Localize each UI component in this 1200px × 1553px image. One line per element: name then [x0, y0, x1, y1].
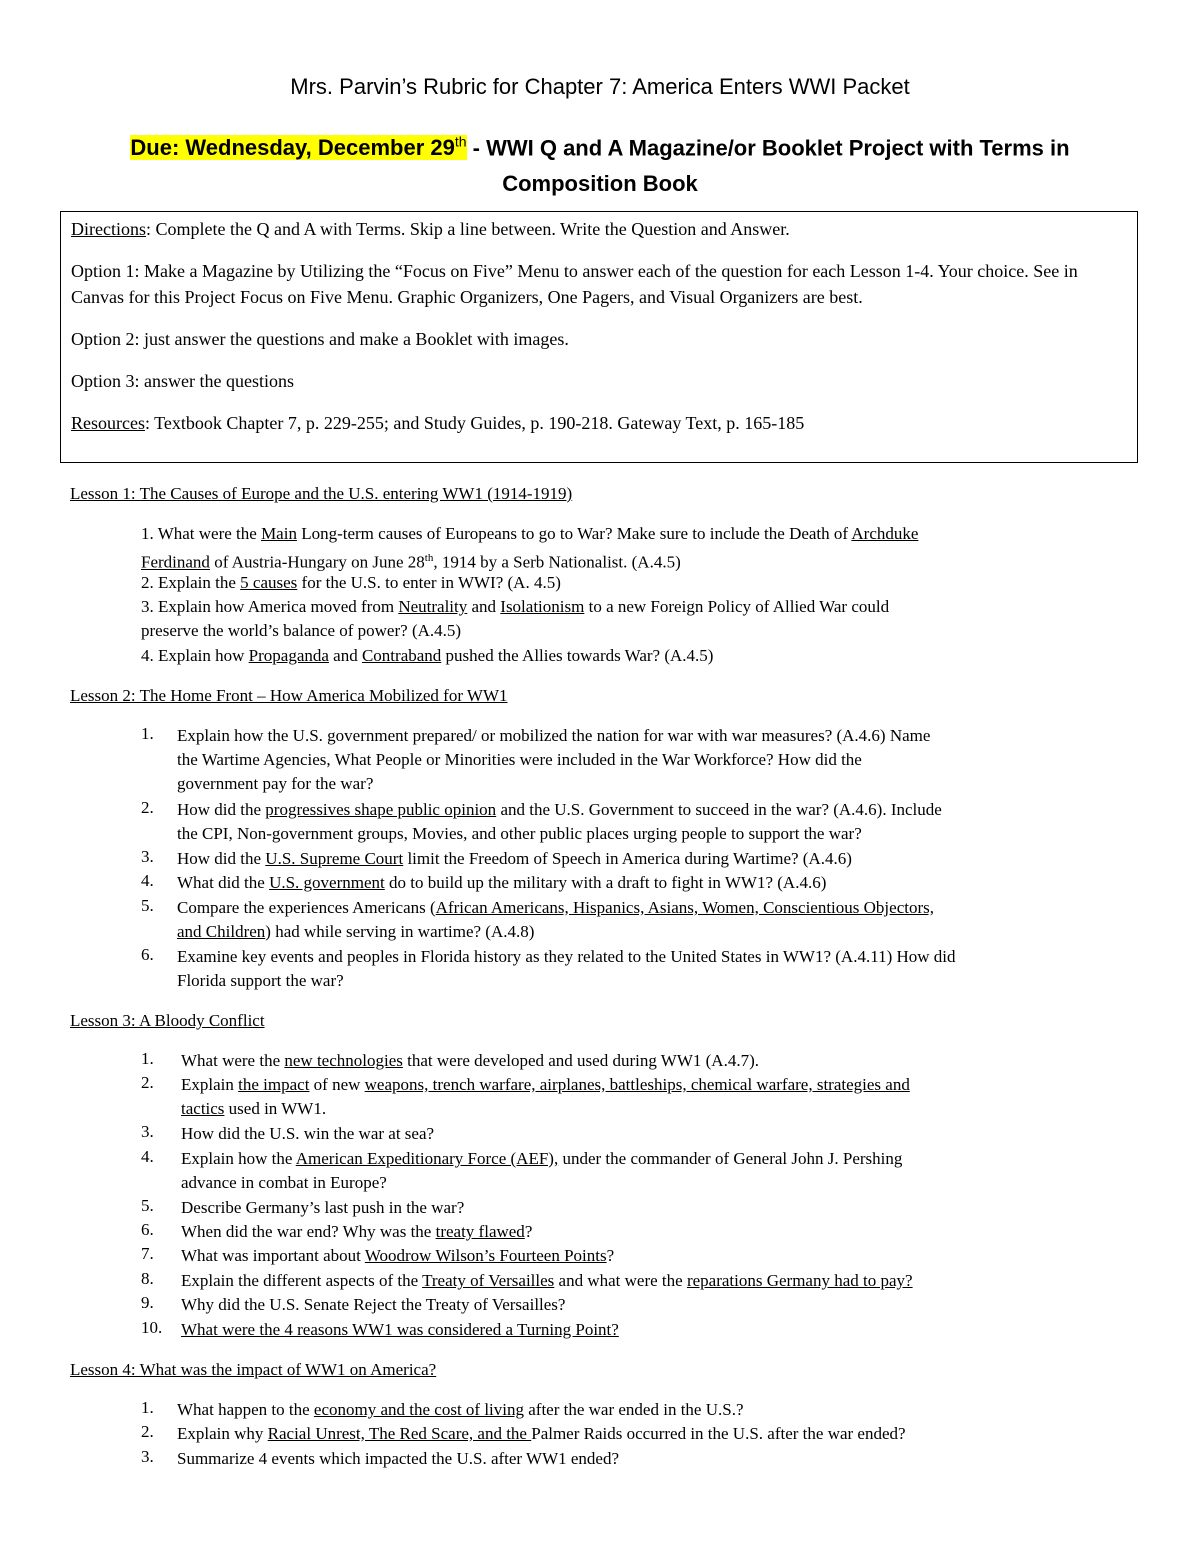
list-number: 2. — [141, 1073, 154, 1092]
list-number: 10. — [141, 1318, 163, 1337]
list-number: 5. — [141, 896, 154, 915]
list-number: 3. — [141, 1447, 154, 1466]
lesson-3-question-8: Explain the different aspects of the Treaty of Versailles and what were the reparations Germany had to pay? — [181, 1271, 913, 1290]
directions-box — [60, 211, 1138, 463]
lesson-1-question-1: 1. What were the Main Long-term causes of Europeans to go to War? Make sure to include the Death of Archduke Ferdinand of Austria-Hungary on June 28th, 1914 by a Serb Nationalist. (A.4.5) — [141, 524, 919, 572]
page-title: Mrs. Parvin’s Rubric for Chapter 7: America Enters WWI Packet — [290, 74, 910, 99]
due-heading: Due: Wednesday, December 29th - WWI Q and A Magazine/or Booklet Project with Terms in Composition Book — [130, 134, 1070, 197]
lesson-1-question-3: 3. Explain how America moved from Neutrality and Isolationism to a new Foreign Policy of Allied War could preserve the world’s balance of power? (A.4.5) — [141, 597, 890, 640]
lesson-2-question-6: Examine key events and peoples in Florida history as they related to the United States in WW1? (A.4.11) How did Florida support the war? — [177, 947, 956, 990]
lesson-1-question-2: 2. Explain the 5 causes for the U.S. to enter in WWI? (A. 4.5) — [141, 573, 561, 592]
lesson-2-heading: Lesson 2: The Home Front – How America Mobilized for WW1 — [70, 686, 508, 705]
option-1: Option 1: Make a Magazine by Utilizing the “Focus on Five” Menu to answer each of the question for each Lesson 1-4. Your choice. See in Canvas for this Project Focus on Five Menu. Graphic Organizers, One Pagers, and Visual Organizers are best. — [71, 261, 1078, 307]
list-number: 2. — [141, 798, 154, 817]
lesson-4-question-2: Explain why Racial Unrest, The Red Scare, and the Palmer Raids occurred in the U.S. after the war ended? — [177, 1424, 906, 1443]
list-number: 2. — [141, 1422, 154, 1441]
lesson-2-question-4: What did the U.S. government do to build up the military with a draft to fight in WW1? (A.4.6) — [177, 873, 827, 892]
lesson-3-question-2: Explain the impact of new weapons, trench warfare, airplanes, battleships, chemical warfare, strategies and tactics used in WW1. — [181, 1075, 910, 1118]
lesson-3-heading: Lesson 3: A Bloody Conflict — [70, 1011, 265, 1030]
option-2: Option 2: just answer the questions and make a Booklet with images. — [71, 329, 569, 349]
directions-text: Directions: Complete the Q and A with Terms. Skip a line between. Write the Question and Answer. — [71, 219, 790, 239]
lesson-3-question-1: What were the new technologies that were developed and used during WW1 (A.4.7). — [181, 1051, 759, 1070]
list-number: 1. — [141, 724, 154, 743]
list-number: 3. — [141, 1122, 154, 1141]
lesson-2-question-5: Compare the experiences Americans (African Americans, Hispanics, Asians, Women, Conscientious Objectors, and Children) had while serving in wartime? (A.4.8) — [177, 898, 934, 941]
list-number: 7. — [141, 1244, 154, 1263]
lesson-3-question-3: How did the U.S. win the war at sea? — [181, 1124, 435, 1143]
lesson-2-question-3: How did the U.S. Supreme Court limit the Freedom of Speech in America during Wartime? (A.4.6) — [177, 849, 852, 868]
lesson-4-question-1: What happen to the economy and the cost of living after the war ended in the U.S.? — [177, 1400, 744, 1419]
lesson-3-question-6: When did the war end? Why was the treaty flawed? — [181, 1222, 533, 1241]
lesson-3-question-5: Describe Germany’s last push in the war? — [181, 1198, 465, 1217]
list-number: 9. — [141, 1293, 154, 1312]
list-number: 5. — [141, 1196, 154, 1215]
list-number: 4. — [141, 871, 154, 890]
lesson-4-question-3: Summarize 4 events which impacted the U.S. after WW1 ended? — [177, 1449, 620, 1468]
list-number: 6. — [141, 1220, 154, 1239]
lesson-3-question-4: Explain how the American Expeditionary Force (AEF), under the commander of General John J. Pershing advance in combat in Europe? — [181, 1149, 903, 1192]
list-number: 8. — [141, 1269, 154, 1288]
due-date-highlight: Due: Wednesday, December 29th — [130, 134, 467, 161]
list-number: 6. — [141, 945, 154, 964]
lesson-3-question-7: What was important about Woodrow Wilson’s Fourteen Points? — [181, 1246, 615, 1265]
lesson-4-heading: Lesson 4: What was the impact of WW1 on America? — [70, 1360, 437, 1379]
lesson-1-question-4: 4. Explain how Propaganda and Contraband pushed the Allies towards War? (A.4.5) — [141, 646, 714, 665]
list-number: 3. — [141, 847, 154, 866]
list-number: 1. — [141, 1398, 154, 1417]
option-3: Option 3: answer the questions — [71, 371, 294, 391]
lesson-2-question-2: How did the progressives shape public opinion and the U.S. Government to succeed in the war? (A.4.6). Include the CPI, Non-government groups, Movies, and other public places urging people to support the war? — [177, 800, 942, 843]
lesson-1-heading: Lesson 1: The Causes of Europe and the U.S. entering WW1 (1914-1919) — [70, 484, 573, 503]
lesson-2-question-1: Explain how the U.S. government prepared/ or mobilized the nation for war with war measures? (A.4.6) Name the Wartime Agencies, What People or Minorities were included in the War Workforce? How did the government pay for the war? — [177, 726, 931, 793]
list-number: 1. — [141, 1049, 154, 1068]
lesson-3-question-9: Why did the U.S. Senate Reject the Treaty of Versailles? — [181, 1295, 566, 1314]
resources-text: Resources: Textbook Chapter 7, p. 229-255; and Study Guides, p. 190-218. Gateway Text, p. 165-185 — [71, 413, 805, 433]
lesson-3-question-10: What were the 4 reasons WW1 was considered a Turning Point? — [181, 1320, 619, 1339]
list-number: 4. — [141, 1147, 154, 1166]
